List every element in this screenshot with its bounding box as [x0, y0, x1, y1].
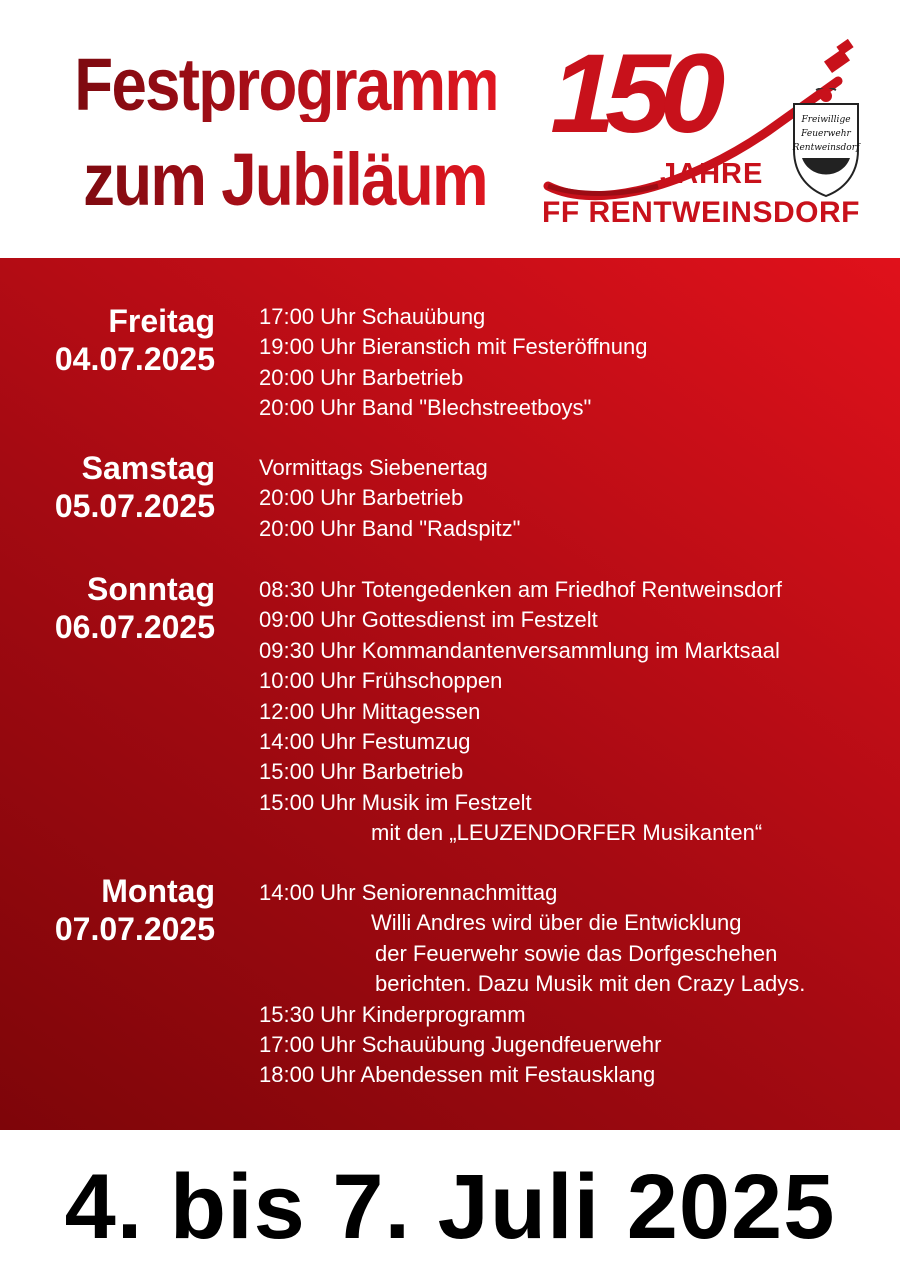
fire-department-name: FF RENTWEINSDORF: [542, 196, 860, 229]
list-item: 19:00 Uhr Bieranstich mit Festeröffnung: [259, 334, 648, 360]
day-heading-friday: [20, 302, 215, 378]
list-item: mit den „LEUZENDORFER Musikanten“: [371, 820, 763, 846]
list-item: 17:00 Uhr Schauübung: [259, 304, 486, 329]
list-item: 17:00 Uhr Schauübung Jugendfeuerwehr: [259, 1031, 662, 1057]
anniversary-number: 150: [550, 31, 715, 156]
crest-text-1: Freiwillige: [801, 115, 851, 125]
list-item: 12:00 Uhr Mittagessen: [259, 698, 481, 724]
list-item: 10:00 Uhr Frühschoppen: [259, 668, 503, 694]
list-item: 08:30 Uhr Totengedenken am Friedhof Rentweinsdorf: [259, 577, 783, 602]
day-name: Montag: [101, 873, 215, 909]
page-title-line2: zum Jubiläum: [74, 143, 495, 217]
day-date: 06.07.2025: [54, 609, 215, 645]
list-item: der Feuerwehr sowie das Dorfgeschehen: [375, 940, 778, 966]
list-item: 15:00 Uhr Musik im Festzelt: [259, 789, 532, 815]
list-item: Willi Andres wird über die Entwicklung: [371, 910, 742, 936]
day-heading-sunday: [20, 570, 215, 646]
event-list-friday: [259, 302, 647, 424]
program-panel: [0, 258, 900, 1130]
day-name: Samstag: [81, 450, 215, 486]
day-date: 04.07.2025: [54, 341, 215, 377]
list-item: 09:30 Uhr Kommandantenversammlung im Marktsaal: [259, 637, 780, 663]
day-date: 05.07.2025: [54, 488, 215, 524]
fire-department-crest-icon: [786, 88, 866, 200]
festival-dates-footer: 4. bis 7. Juli 2025: [64, 1156, 836, 1258]
list-item: 14:00 Uhr Seniorennachmittag: [259, 880, 558, 905]
event-list-saturday: [259, 453, 520, 544]
list-item: 15:30 Uhr Kinderprogramm: [259, 1001, 526, 1027]
list-item: 20:00 Uhr Barbetrieb: [259, 364, 464, 390]
anniversary-logo: [538, 31, 868, 231]
list-item: 15:00 Uhr Barbetrieb: [259, 759, 464, 785]
list-item: 20:00 Uhr Band "Blechstreetboys": [259, 395, 592, 421]
list-item: berichten. Dazu Musik mit den Crazy Ladys.: [375, 971, 806, 997]
list-item: 20:00 Uhr Barbetrieb: [259, 485, 464, 511]
page-title-line1: Festprogramm: [74, 43, 500, 126]
list-item: 14:00 Uhr Festumzug: [259, 728, 471, 754]
day-heading-monday: [20, 872, 215, 948]
day-name: Sonntag: [87, 571, 215, 607]
list-item: 18:00 Uhr Abendessen mit Festausklang: [259, 1062, 656, 1088]
crest-text-2: Feuerwehr: [801, 129, 851, 139]
event-list-monday: [259, 878, 805, 1091]
list-item: 20:00 Uhr Band "Radspitz": [259, 515, 521, 541]
crest-text-3: Rentweinsdorf: [792, 143, 860, 153]
event-list-sunday: [259, 575, 782, 849]
day-date: 07.07.2025: [54, 911, 215, 947]
day-heading-saturday: [20, 449, 215, 525]
list-item: Vormittags Siebenertag: [259, 455, 488, 480]
list-item: 09:00 Uhr Gottesdienst im Festzelt: [259, 607, 598, 633]
day-name: Freitag: [108, 303, 215, 339]
anniversary-years: JAHRE: [660, 158, 764, 190]
